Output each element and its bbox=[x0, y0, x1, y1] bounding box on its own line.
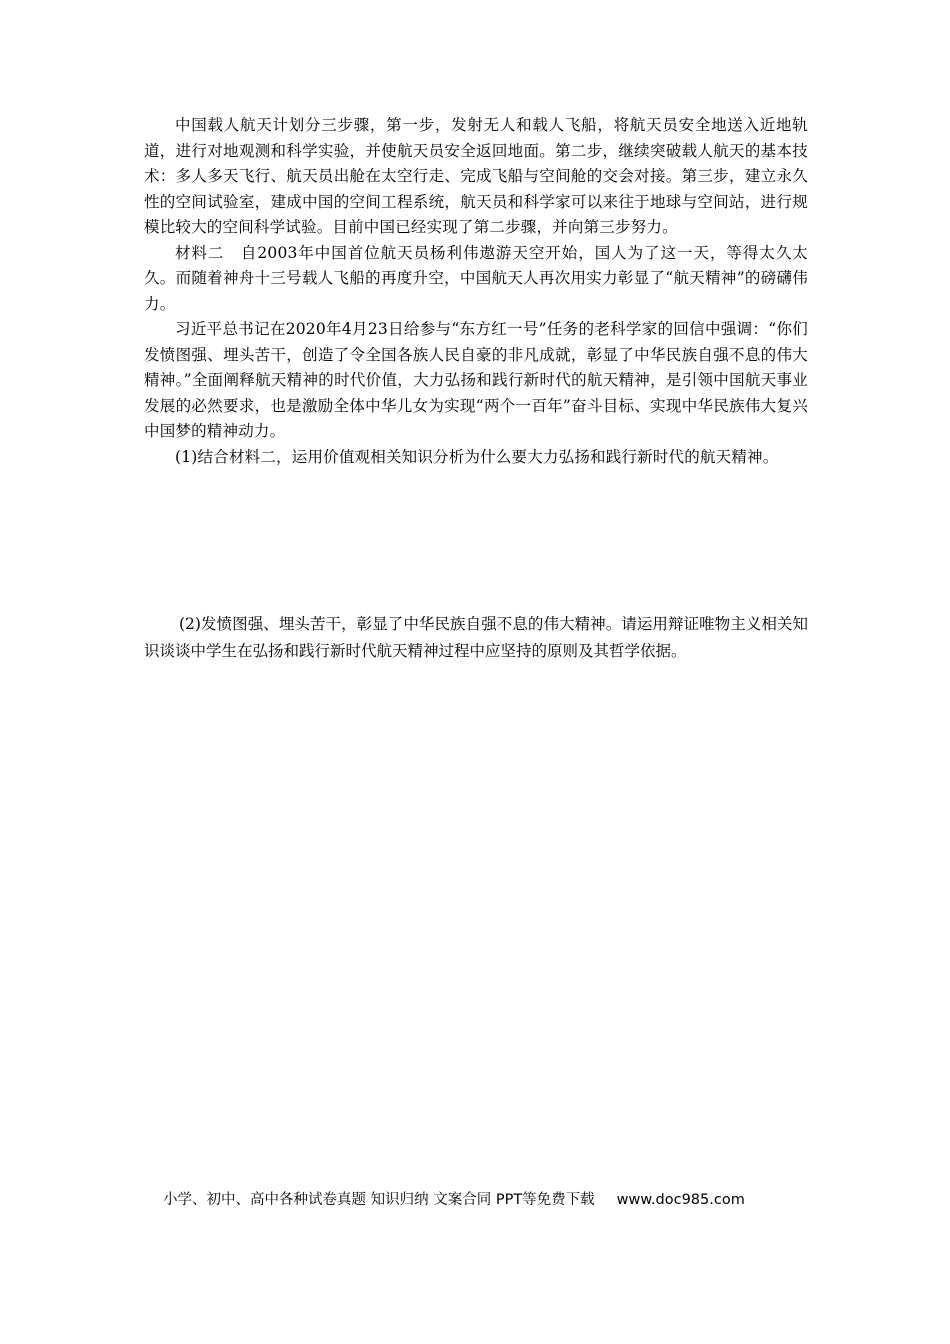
question-2: (2)发愤图强、埋头苦干，彰显了中华民族自强不息的伟大精神。请运用辩证唯物主义相关知识谈谈中学生在弘扬和践行新时代航天精神过程中应坚持的原则及其哲学依据。 bbox=[144, 615, 808, 660]
page-footer bbox=[163, 1188, 745, 1209]
quote-paragraph: 习近平总书记在2020年4月23日给参与“东方红一号”任务的老科学家的回信中强调：“你们发愤图强、埋头苦干，创造了令全国各族人民自豪的非凡成就，彰显了中华民族自强不息的伟大精神。”全面阐释航天精神的时代价值，大力弘扬和践行新时代的航天精神，是引领中国航天事业发展的必然要求，也是激励全体中华儿女为实现“两个一百年”奋斗目标、实现中华民族伟大复兴中国梦的精神动力。 bbox=[144, 320, 808, 440]
material-two-paragraph: 材料二 自2003年中国首位航天员杨利伟遨游天空开始，国人为了这一天，等得太久太久。而随着神舟十三号载人飞船的再度升空，中国航天人再次用实力彰显了“航天精神”的磅礴伟力。 bbox=[144, 243, 808, 313]
footer-text: 小学、初中、高中各种试卷真题 知识归纳 文案合同 PPT等免费下载 bbox=[163, 1192, 595, 1208]
document-body bbox=[144, 113, 808, 470]
material-one-paragraph: 中国载人航天计划分三步骤，第一步，发射无人和载人飞船，将航天员安全地送入近地轨道，进行对地观测和科学实验，并使航天员安全返回地面。第二步，继续突破载人航天的基本技术：多人多天飞行、航天员出舱在太空行走、完成飞船与空间舱的交会对接。第三步，建立永久性的空间试验室，建成中国的空间工程系统，航天员和科学家可以来往于地球与空间站，进行规模比较大的空间科学试验。目前中国已经实现了第二步骤，并向第三步努力。 bbox=[144, 116, 808, 236]
question-1: (1)结合材料二，运用价值观相关知识分析为什么要大力弘扬和践行新时代的航天精神。 bbox=[175, 447, 779, 466]
footer-url[interactable]: www.doc985.com bbox=[616, 1192, 745, 1208]
